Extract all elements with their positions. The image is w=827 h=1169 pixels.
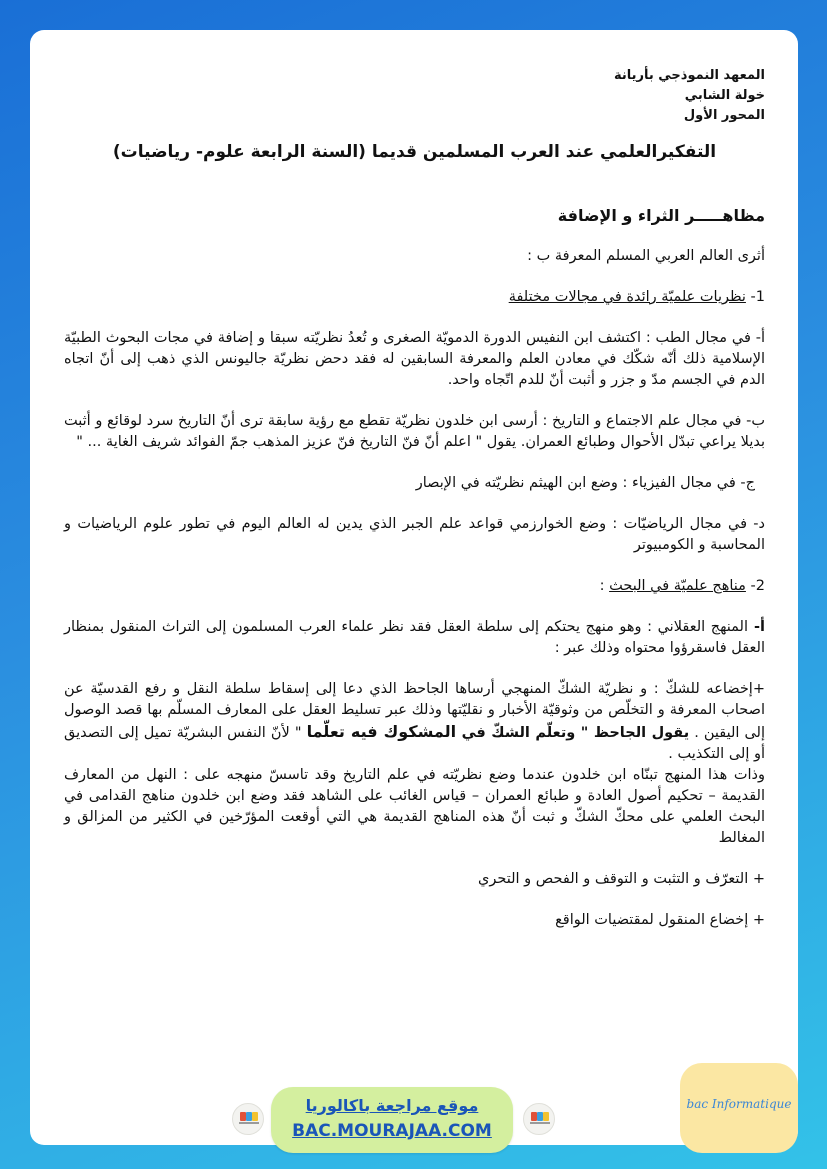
badge-text: bac Informatique — [686, 1097, 792, 1111]
site-name-arabic[interactable]: موقع مراجعة باكالوريا — [305, 1096, 479, 1115]
part1-heading-number: 1- — [745, 289, 765, 305]
site-link-button[interactable] — [271, 1087, 513, 1153]
paragraph-physics: ج- في مجال الفيزياء : وضع ابن الهيثم نظريّته في الإبصار — [415, 475, 755, 491]
intro-text: أثرى العالم العربي المسلم المعرفة ب : — [527, 248, 765, 264]
bac-informatique-badge — [680, 1063, 798, 1153]
list-item-reality: + إخضاع المنقول لمقتضيات الواقع — [555, 912, 765, 928]
paragraph-mathematics: د- في مجال الرياضيّات : وضع الخوارزمي قواعد علم الجبر الذي يدين له العالم اليوم في تطور علوم الرياضيات و المحاسبة و الكومبيوتر — [64, 516, 765, 553]
list-item-verify: + التعرّف و التثبت و التوقف و الفحص و التحري — [478, 871, 765, 887]
site-url[interactable]: BAC.MOURAJAA.COM — [292, 1121, 492, 1141]
part1-heading-text: نظريات علميّة رائدة في مجالات مختلفة — [508, 289, 746, 305]
books-logo-icon-right — [523, 1103, 555, 1135]
paragraph-medicine: أ- في مجال الطب : اكتشف ابن النفيس الدورة الدمويّة الصغرى و تُعدُ نظريّته سبقا و إضافة في مجات البحوث الطبيّة الإسلامية ذلك أنّه شكّك في معادن العلم والمعرفة السابقين له فقد دحض نظريّة جاليونس الذي ذهب إلى أنّ اتجاه الدم في الجسم مدّ و جزر و أثبت أنّ للدم اتّجاه واحد. — [64, 330, 765, 388]
rational-method-label: أ- — [747, 619, 765, 635]
teacher-name: خولة الشابي — [684, 88, 765, 103]
doubt-tail: " لأنّ النفس البشريّة تميل إلى التصديق أو إلى التكذيب . — [64, 725, 765, 762]
part2-heading-number: 2- — [745, 578, 765, 594]
part2-heading-colon: : — [599, 578, 610, 594]
paragraph-sociology: ب- في مجال علم الاجتماع و التاريخ : أرسى ابن خلدون نظريّة تقطع مع رؤية سابقة ترى أنّ التاريخ سرد لوقائع و أثبت بديلا يراعي تبدّل الأحوال وطبائع العمران. يقول " اعلم أنّ فنّ التاريخ فنّ عزيز المذهب جمّ الفوائد شريف الغاية ... " — [64, 413, 765, 450]
section-title: مظاهـــــر الثراء و الإضافة — [557, 206, 765, 225]
paragraph-rational-method — [64, 617, 765, 659]
jahiz-quote-bold-large: المشكوك فيه تعلّما — [306, 722, 457, 741]
books-logo-icon — [232, 1103, 264, 1135]
document-body — [64, 66, 765, 931]
part1-heading — [64, 287, 765, 308]
doubt-text: +إخضاعه للشكّ : و نظريّة الشكّ المنهجي أرساها الجاحظ الذي دعا إلى إسقاط سلطة النقل و رفع القدسيّة عن اصحاب المعرفة و التخلّص من وثوقيّة الأخبار و نقليّتها وذلك عبر تسليط العقل على المعارف المسلّم بها قصد الوصول إلى اليقين . — [64, 681, 765, 741]
unit-label: المحور الأول — [683, 108, 765, 123]
page-title: التفكيرالعلمي عند العرب المسلمين قديما (السنة الرابعة علوم- رياضيات) — [112, 142, 717, 162]
jahiz-quote-bold: يقول الجاحظ " وتعلّم الشكّ في — [456, 725, 690, 741]
school-name: المعهد النموذجي بأريانة — [613, 68, 765, 83]
paragraph-doubt — [64, 679, 765, 765]
paragraph-ibn-khaldun: وذات هذا المنهج تبنّاه ابن خلدون عندما وضع نظريّته في علم التاريخ وقد تاسسّ منهجه على : النهل من المعارف القديمة – تحكيم أصول العادة و طبائع العمران – قياس الغائب على الشاهد فقد وضع ابن خلدون مناهج القدامى في البحث العلمي على محكّ الشكّ و ثبت أنّ هذه المناهج القديمة هي التي أوقعت المؤرّخين في الكثير من المزالق و المغالط — [64, 767, 765, 846]
rational-method-text: المنهج العقلاني : وهو منهج يحتكم إلى سلطة العقل فقد نظر علماء العرب المسلمون إلى التراث المنقول بمنظار العقل فاسقرؤوا محتواه وذلك عبر : — [64, 619, 765, 656]
part2-heading-text: مناهج علميّة في البحث — [609, 578, 746, 594]
part2-heading — [64, 576, 765, 597]
